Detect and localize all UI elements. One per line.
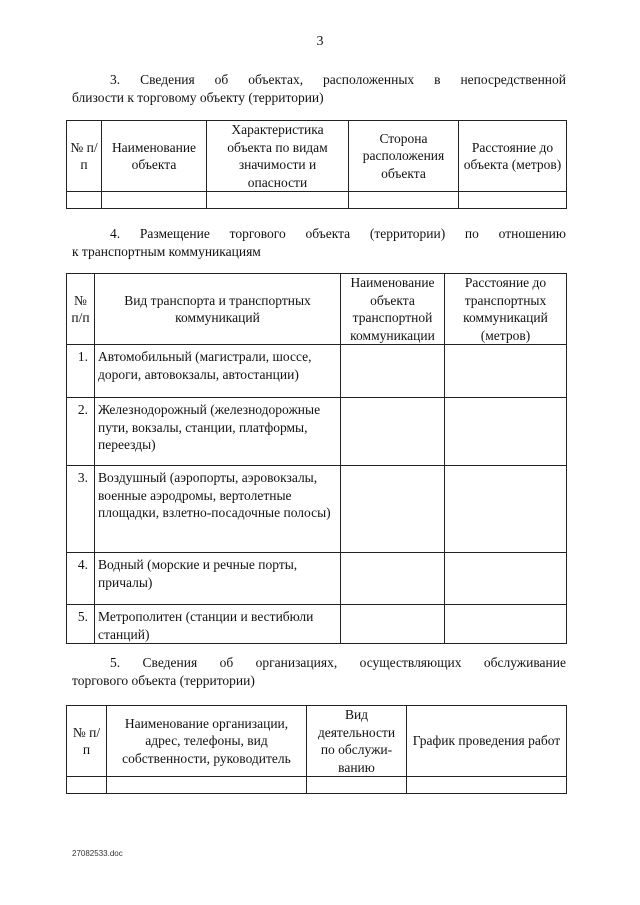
table-row: [67, 777, 567, 794]
table-cell: [445, 605, 567, 644]
section4-heading-line2: к транспортным коммуникациям: [72, 243, 261, 259]
header-characteristic: Характеристика объекта по видам значимости и опасности: [207, 121, 349, 192]
table-cell: [459, 192, 567, 209]
section4-heading-line1: 4. Размещение торгового объекта (территории) по отношению: [110, 226, 566, 241]
row-text: Водный (морские и речные порты, причалы): [95, 553, 341, 605]
table-cell: [207, 192, 349, 209]
section3-heading-line2: близости к торговому объекту (территории): [72, 89, 324, 105]
table-cell: [445, 398, 567, 466]
row-number: 3.: [67, 466, 95, 553]
section5-heading-line1: 5. Сведения об организациях, осуществляющих обслуживание: [110, 655, 566, 670]
table-cell: [307, 777, 407, 794]
table-cell: [341, 345, 445, 398]
header-side: Сторона расположения объекта: [349, 121, 459, 192]
table-row: [67, 345, 567, 398]
header-num: № п/п: [67, 274, 95, 345]
row-number: 2.: [67, 398, 95, 466]
table-cell: [341, 466, 445, 553]
table-cell: [67, 192, 102, 209]
row-number: 5.: [67, 605, 95, 644]
header-organization: Наименование организации, адрес, телефоны, вид собственности, руководитель: [107, 706, 307, 777]
table-header-row: [67, 706, 567, 777]
header-num: № п/п: [67, 121, 102, 192]
table-cell: [107, 777, 307, 794]
table-cell: [349, 192, 459, 209]
table-cell: [341, 553, 445, 605]
table-cell: [445, 553, 567, 605]
row-number: 1.: [67, 345, 95, 398]
row-text: Железнодорожный (железнодорожные пути, вокзалы, станции, платформы, переезды): [95, 398, 341, 466]
section5-table: [66, 705, 567, 794]
header-activity: Вид деятельности по обслужи-ванию: [307, 706, 407, 777]
section5-heading: [72, 654, 566, 689]
header-num: № п/п: [67, 706, 107, 777]
table-row: [67, 553, 567, 605]
section3-heading-line1: 3. Сведения об объектах, расположенных в непосредственной: [110, 72, 566, 87]
section4-table: [66, 273, 567, 644]
table-cell: [341, 605, 445, 644]
table-cell: [445, 466, 567, 553]
section5-heading-line2: торгового объекта (территории): [72, 672, 255, 688]
page-number: 3: [316, 34, 324, 49]
section3-table: [66, 120, 567, 209]
header-schedule: График проведения работ: [407, 706, 567, 777]
header-object-name: Наименование объекта: [102, 121, 207, 192]
table-row: [67, 192, 567, 209]
header-object-name: Наименование объекта транспортной коммуникации: [341, 274, 445, 345]
table-cell: [102, 192, 207, 209]
table-row: [67, 605, 567, 644]
footer-filename: 27082533.doc: [72, 849, 123, 858]
section4-heading: [72, 225, 566, 260]
row-text: Автомобильный (магистрали, шоссе, дороги, автовокзалы, автостанции): [95, 345, 341, 398]
header-distance: Расстояние до транспортных коммуникаций (метров): [445, 274, 567, 345]
table-row: [67, 466, 567, 553]
table-cell: [407, 777, 567, 794]
table-cell: [341, 398, 445, 466]
row-text: Метрополитен (станции и вестибюли станций): [95, 605, 341, 644]
table-cell: [67, 777, 107, 794]
section3-heading: [72, 71, 566, 106]
row-text: Воздушный (аэропорты, аэровокзалы, военные аэродромы, вертолетные площадки, взлетно-посадочные полосы): [95, 466, 341, 553]
table-cell: [445, 345, 567, 398]
header-distance: Расстояние до объекта (метров): [459, 121, 567, 192]
table-row: [67, 398, 567, 466]
table-header-row: [67, 274, 567, 345]
header-transport: Вид транспорта и транспортных коммуникаций: [95, 274, 341, 345]
row-number: 4.: [67, 553, 95, 605]
table-header-row: [67, 121, 567, 192]
